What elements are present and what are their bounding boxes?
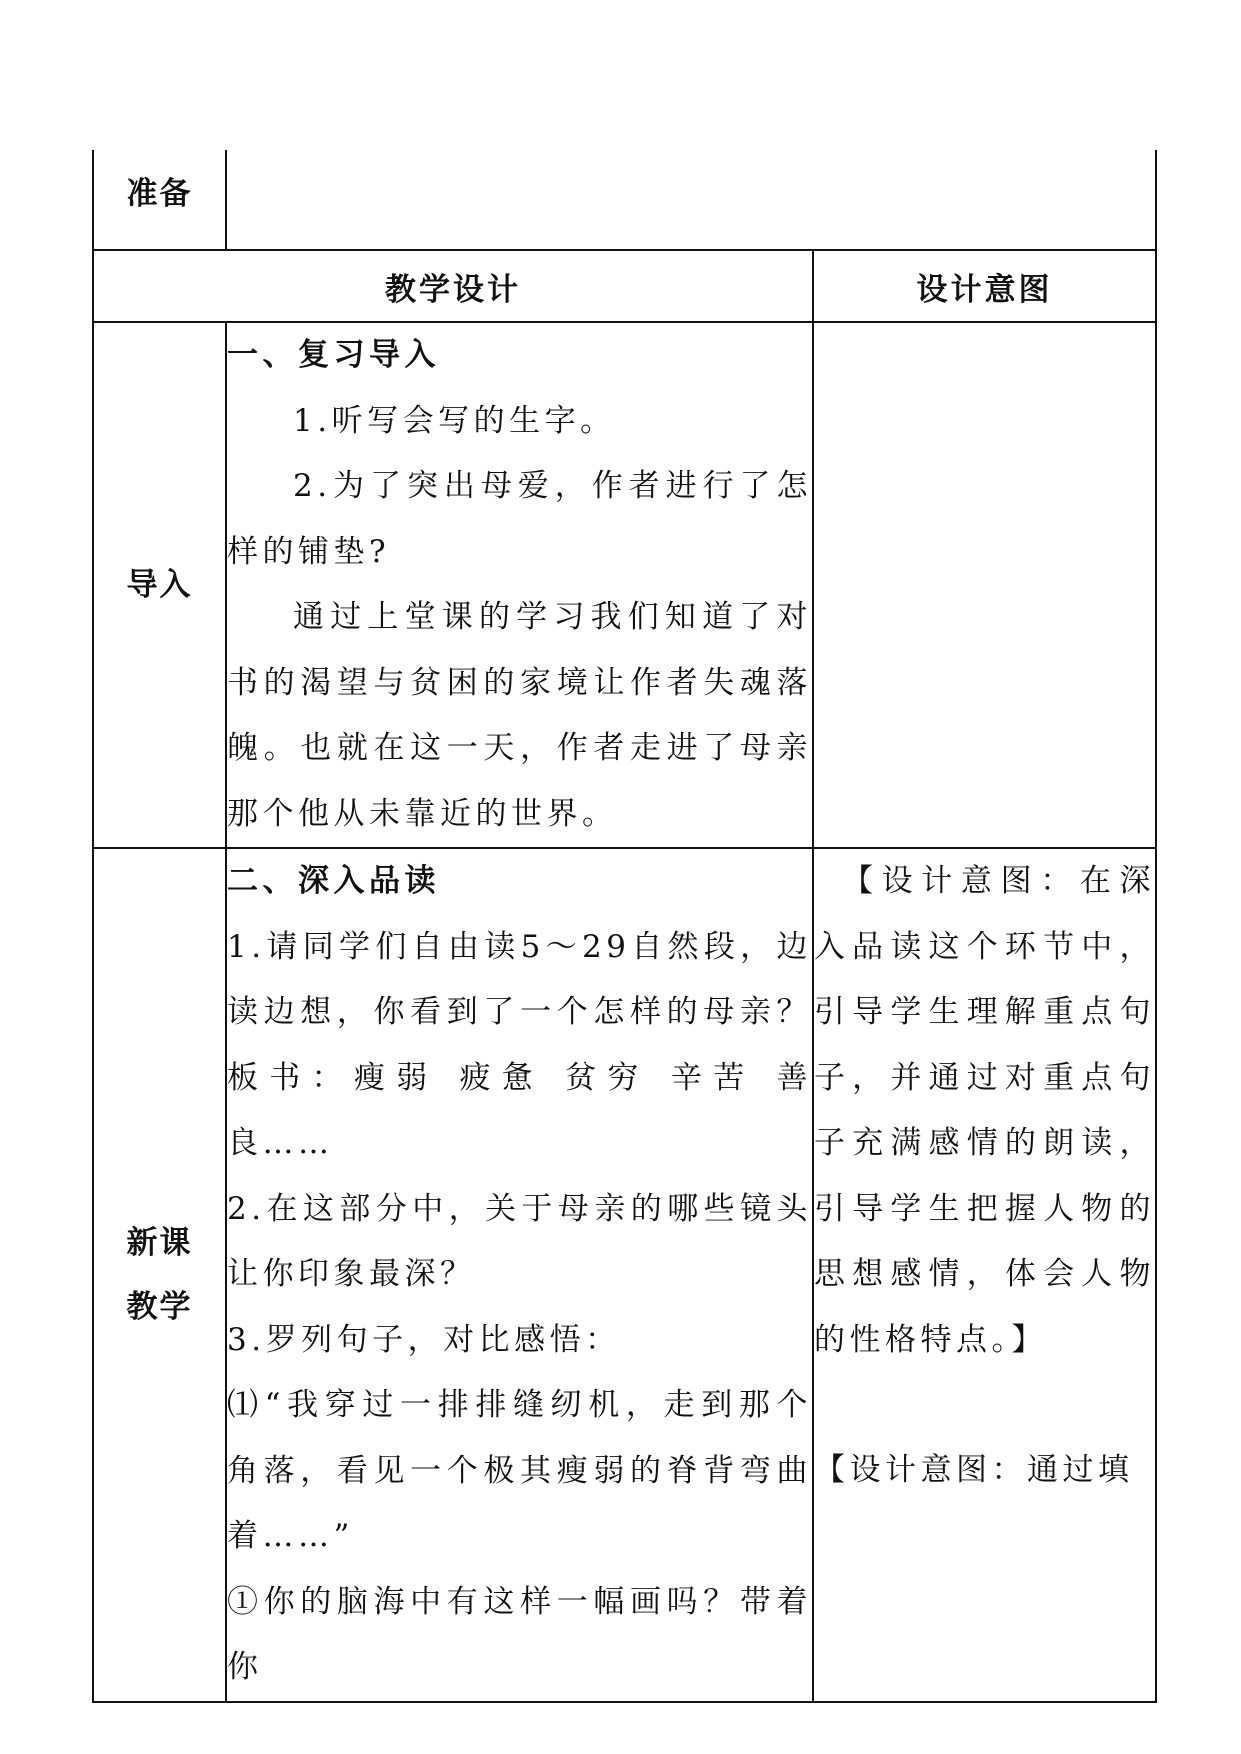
intro-item-1: 1.听写会写的生字。	[293, 402, 616, 439]
new-lesson-label-line1: 新课	[126, 1224, 193, 1261]
new-lesson-content	[226, 848, 813, 1702]
design-intent-2: 【设计意图：通过填	[814, 1452, 1134, 1488]
new-lesson-label-line2: 教学	[126, 1288, 193, 1325]
intro-content	[226, 322, 813, 848]
new-lesson-label	[93, 848, 226, 1702]
design-header: 教学设计	[93, 250, 813, 322]
intro-intent	[813, 322, 1156, 848]
new-lesson-intent	[813, 848, 1156, 1702]
prep-label: 准备	[93, 150, 226, 250]
new-lesson-item-3: 3.罗列句子，对比感悟：	[227, 1321, 621, 1358]
new-lesson-sentence-1: ⑴“我穿过一排排缝纫机，走到那个角落，看见一个极其瘦弱的脊背弯曲着……”	[227, 1387, 812, 1554]
intro-row	[93, 322, 1156, 848]
intro-paragraph: 通过上堂课的学习我们知道了对书的渴望与贫困的家境让作者失魂落魄。也就在这一天，作者走进了母亲那个他从未靠近的世界。	[227, 599, 812, 832]
intent-spacer	[814, 1373, 1155, 1438]
intro-label: 导入	[93, 322, 226, 848]
lesson-plan-table	[92, 150, 1157, 1703]
new-lesson-item-2: 2.在这部分中，关于母亲的哪些镜头让你印象最深？	[227, 1190, 812, 1292]
new-lesson-question-1: ①你的脑海中有这样一幅画吗？带着你	[227, 1583, 812, 1685]
intro-heading: 一、复习导入	[227, 337, 440, 373]
prep-content	[226, 150, 1156, 250]
new-lesson-row	[93, 848, 1156, 1702]
intent-header: 设计意图	[813, 250, 1156, 322]
intro-item-2: 2.为了突出母爱，作者进行了怎样的铺垫?	[227, 468, 812, 570]
new-lesson-heading: 二、深入品读	[227, 863, 440, 899]
header-row	[93, 250, 1156, 322]
prep-row	[93, 150, 1156, 250]
design-intent-1: 【设计意图：在深入品读这个环节中，引导学生理解重点句子，并通过对重点句子充满感情的朗读，引导学生把握人物的思想感情，体会人物的性格特点。】	[814, 863, 1155, 1358]
new-lesson-item-1: 1.请同学们自由读5～29自然段，边读边想，你看到了一个怎样的母亲？板书：瘦弱 疲惫 贫穷 辛苦 善良……	[227, 928, 812, 1161]
